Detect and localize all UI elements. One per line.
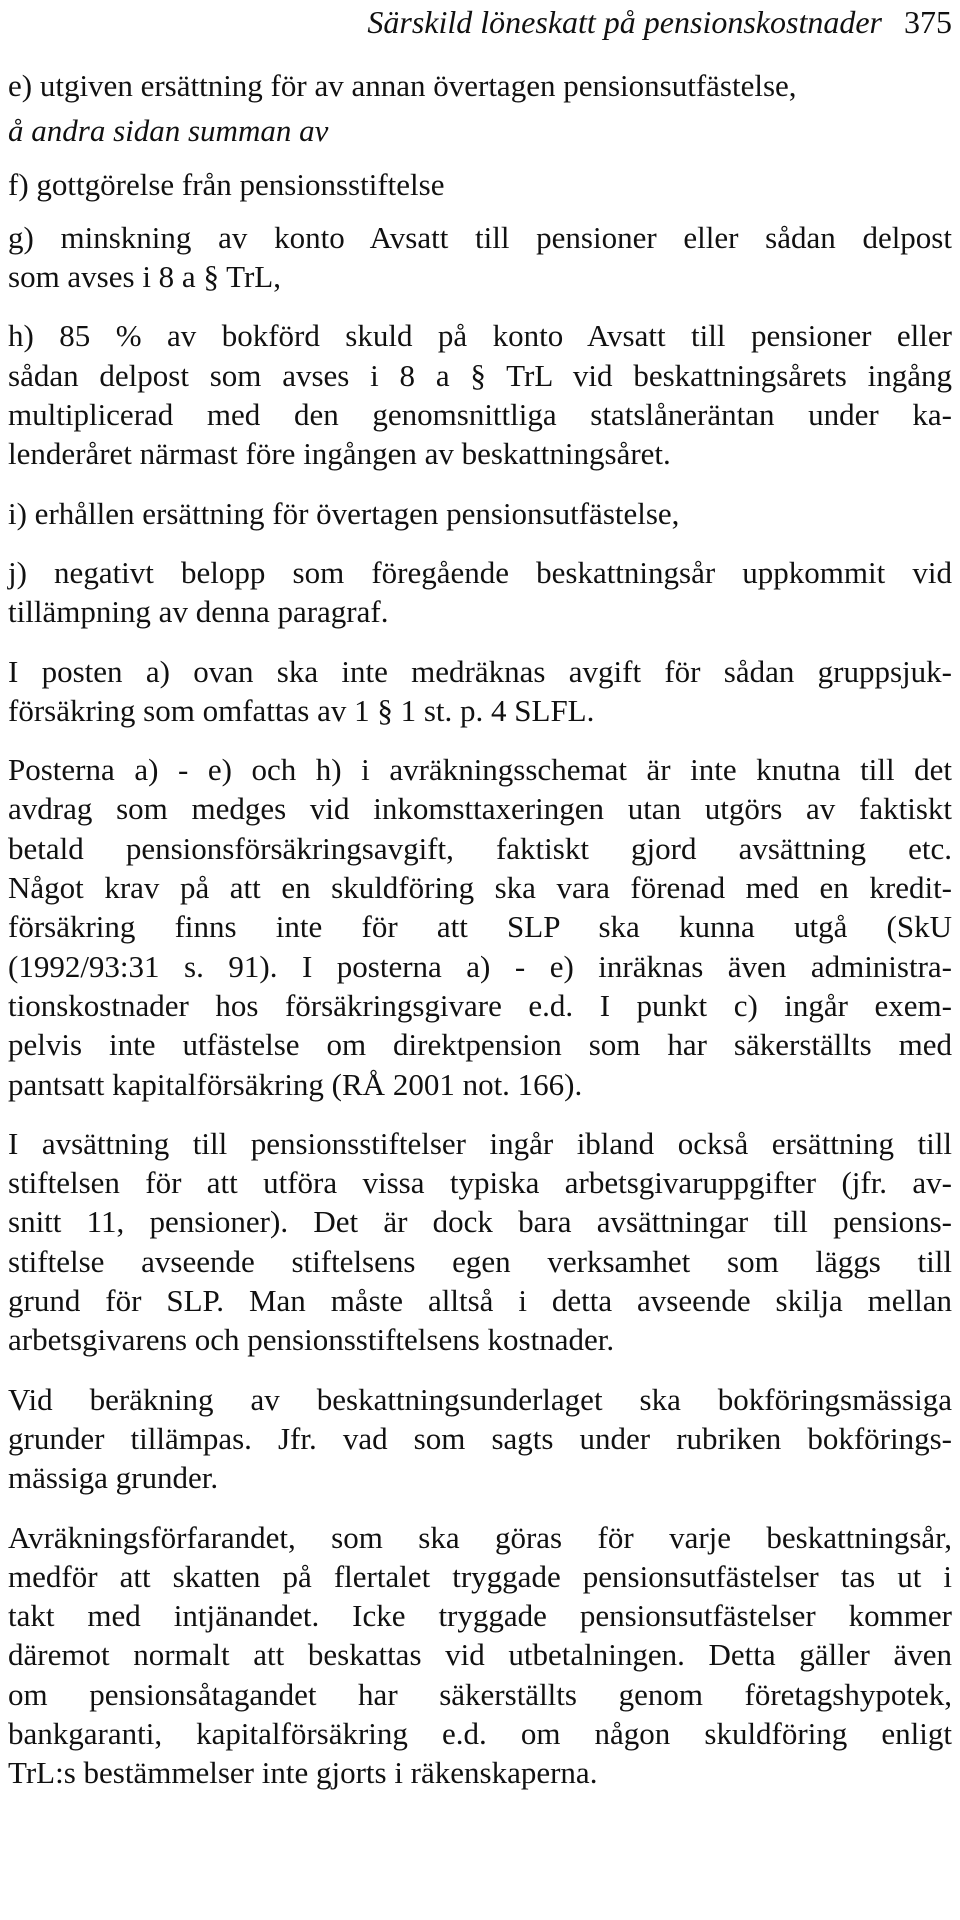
text-line: sådan delpost som avses i 8 a § TrL vid beskattningsårets ingång — [8, 357, 952, 393]
text-line: medför att skatten på flertalet tryggade pensionsutfästelser tas ut i — [8, 1558, 952, 1594]
item-j — [8, 553, 952, 632]
text-line: snitt 11, pensioner). Det är dock bara avsättningar till pensions- — [8, 1204, 952, 1240]
text-line: försäkring som omfattas av 1 § 1 st. p. 4 SLFL. — [8, 692, 595, 728]
item-e — [8, 66, 952, 105]
text-line: som avses i 8 a § TrL, — [8, 259, 281, 295]
text-line: grunder tillämpas. Jfr. vad som sagts under rubriken bokförings- — [8, 1420, 952, 1456]
text-line: mässiga grunder. — [8, 1460, 219, 1496]
text-line: I posten a) ovan ska inte medräknas avgift för sådan gruppsjuk- — [8, 653, 952, 689]
paragraph-post-a — [8, 652, 952, 731]
text-line: multiplicerad med den genomsnittliga statslåneräntan under ka- — [8, 397, 952, 433]
item-g — [8, 218, 952, 297]
text-line: om pensionsåtagandet har säkerställts genom företagshypotek, — [8, 1676, 952, 1712]
paragraph-posterna — [8, 750, 952, 1104]
text-line: bankgaranti, kapitalförsäkring e.d. om någon skuldföring enligt — [8, 1715, 952, 1751]
text-line: å andra sidan summan av — [8, 113, 329, 149]
text-line: pelvis inte utfästelse om direktpension som har säkerställts med — [8, 1027, 952, 1063]
text-line: grund för SLP. Man måste alltså i detta avseende skilja mellan — [8, 1283, 952, 1319]
item-f — [8, 165, 952, 204]
text-line: j) negativt belopp som föregående beskattningsår uppkommit vid — [8, 554, 952, 590]
text-line: tillämpning av denna paragraf. — [8, 594, 389, 630]
text-line: takt med intjänandet. Icke tryggade pensionsutfästelser kommer — [8, 1598, 952, 1634]
text-line: g) minskning av konto Avsatt till pensioner eller sådan delpost — [8, 219, 952, 255]
text-line: stiftelsen för att utföra vissa typiska arbetsgivaruppgifter (jfr. av- — [8, 1165, 952, 1201]
text-line: stiftelse avseende stiftelsens egen verksamhet som läggs till — [8, 1243, 952, 1279]
text-line: lenderåret närmast före ingången av beskattningsåret. — [8, 436, 671, 472]
text-line: Något krav på att en skuldföring ska vara förenad med en kredit- — [8, 870, 952, 906]
chapter-title: Särskild löneskatt på pensionskostnader — [367, 4, 882, 40]
text-line: (1992/93:31 s. 91). I posterna a) - e) inräknas även administra- — [8, 948, 952, 984]
text-line: h) 85 % av bokförd skuld på konto Avsatt till pensioner eller — [8, 318, 952, 354]
paragraph-berakning — [8, 1380, 952, 1498]
paragraph-pensionsstiftelser — [8, 1124, 952, 1360]
text-line: arbetsgivarens och pensionsstiftelsens kostnader. — [8, 1322, 615, 1358]
running-header — [367, 4, 952, 40]
text-line: tionskostnader hos försäkringsgivare e.d. I punkt c) ingår exem- — [8, 987, 952, 1023]
item-h — [8, 316, 952, 473]
subheading-other-side — [8, 111, 952, 150]
text-line: f) gottgörelse från pensionsstiftelse — [8, 166, 445, 202]
text-line: försäkring finns inte för att SLP ska kunna utgå (SkU — [8, 909, 952, 945]
page-number: 375 — [904, 4, 952, 40]
paragraph-avrakningsforfarandet — [8, 1518, 952, 1793]
text-line: TrL:s bestämmelser inte gjorts i räkenskaperna. — [8, 1755, 598, 1791]
item-i — [8, 494, 952, 533]
text-line: däremot normalt att beskattas vid utbetalningen. Detta gäller även — [8, 1637, 952, 1673]
text-line: I avsättning till pensionsstiftelser ingår ibland också ersättning till — [8, 1125, 952, 1161]
text-line: Vid beräkning av beskattningsunderlaget ska bokföringsmässiga — [8, 1381, 952, 1417]
text-line: Avräkningsförfarandet, som ska göras för varje beskattningsår, — [8, 1519, 952, 1555]
text-line: pantsatt kapitalförsäkring (RÅ 2001 not. 166). — [8, 1066, 583, 1102]
text-line: avdrag som medges vid inkomsttaxeringen utan utgörs av faktiskt — [8, 791, 952, 827]
text-line: i) erhållen ersättning för övertagen pensionsutfästelse, — [8, 495, 680, 531]
text-line: e) utgiven ersättning för av annan övertagen pensionsutfästelse, — [8, 68, 797, 103]
text-line: Posterna a) - e) och h) i avräkningsschemat är inte knutna till det — [8, 752, 952, 788]
text-line: betald pensionsförsäkringsavgift, faktiskt gjord avsättning etc. — [8, 830, 952, 866]
body-text — [8, 66, 952, 1793]
